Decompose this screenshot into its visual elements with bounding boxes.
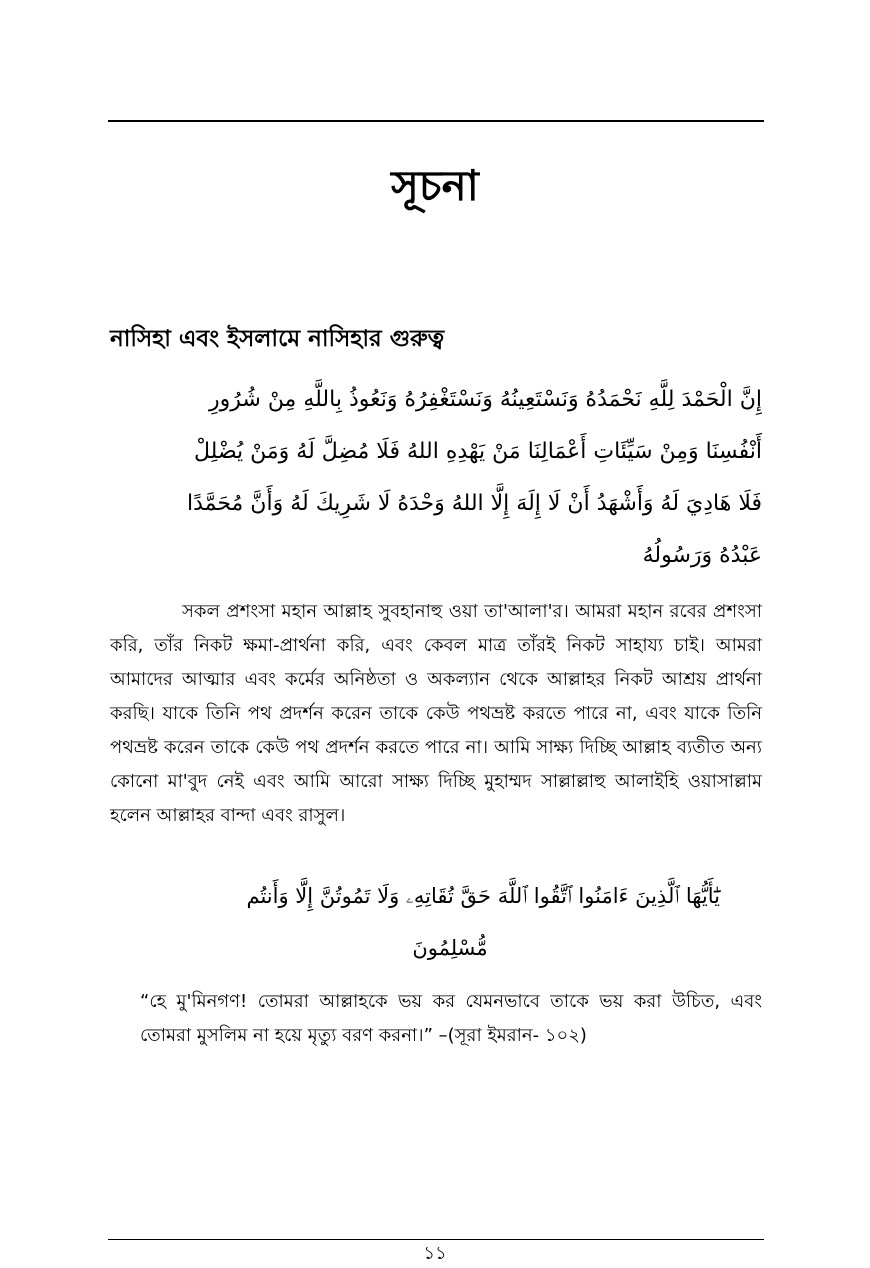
arabic-dua-line: فَلَا هَادِيَ لَهُ وَأَشْهَدُ أَنْ لَا إِلَهَ إِلَّا اللهُ وَحْدَهُ لَا شَرِيكَ لَهُ وَأَنَّ مُحَمَّدًا: [186, 491, 762, 516]
praise-paragraph: সকল প্রশংসা মহান আল্লাহ সুবহানাহু ওয়া তা'আলা'র। আমরা মহান রবের প্রশংসা করি, তাঁর নিকট ক্ষমা-প্রার্থনা করি, এবং কেবল মাত্র তাঁরই নিকট সাহায্য চাই। আমরা আমাদের আত্মার এবং কর্মের অনিষ্ঠতা ও অকল্যান থেকে আল্লাহর নিকট আশ্রয় প্রার্থনা করছি। যাকে তিনি পথ প্রদর্শন করেন তাকে কেউ পথভ্রষ্ট করতে পারে না, এবং যাকে তিনি পথভ্রষ্ট করেন তাকে কেউ পথ প্রদর্শন করতে পারে না। আমি সাক্ষ্য দিচ্ছি আল্লাহ ব্যতীত অন্য কোনো মা'বুদ নেই এবং আমি আরো সাক্ষ্য দিচ্ছি মুহাম্মদ সাল্লাল্লাহু আলাইহি ওয়াসাল্লাম হলেন আল্লাহর বান্দা এবং রাসুল।: [110, 601, 762, 826]
top-rule: [108, 120, 764, 122]
arabic-dua-line: عَبْدُهُ وَرَسُولُهُ: [642, 543, 762, 568]
quran-verse-block: [180, 876, 720, 976]
arabic-dua-line: أَنْفُسِنَا وَمِنْ سَيِّئَاتِ أَعْمَالِنَا مَنْ يَهْدِهِ اللهُ فَلَا مُضِلَّ لَهُ وَمَنْ يُضْلِلْ: [194, 439, 762, 464]
arabic-dua-line: إِنَّ الْحَمْدَ لِلَّهِ نَحْمَدُهُ وَنَسْتَعِينُهُ وَنَسْتَغْفِرُهُ وَنَعُوذُ بِاللَّهِ مِنْ شُرُورِ: [209, 387, 762, 412]
bottom-rule: [108, 1239, 764, 1240]
verse-translation: “হে মু'মিনগণ! তোমরা আল্লাহকে ভয় কর যেমনভাবে তাকে ভয় করা উচিত, এবং তোমরা মুসলিম না হয়ে মৃত্যু বরণ করনা।” –(সূরা ইমরান- ১০২): [140, 991, 762, 1046]
arabic-dua-block: [110, 380, 762, 580]
quran-verse-line: مُّسْلِمُونَ: [412, 936, 488, 960]
section-heading: নাসিহা এবং ইসলামে নাসিহার গুরুত্ব: [110, 326, 445, 352]
page-number: ১১: [423, 1243, 447, 1264]
chapter-title: সূচনা: [391, 161, 479, 210]
quran-verse-line: يَٰٓأَيُّهَا ٱلَّذِينَ ءَامَنُوا ٱتَّقُوا ٱللَّهَ حَقَّ تُقَاتِهِۦ وَلَا تَمُوتُنَّ إِلَّا وَأَنتُم: [246, 884, 720, 908]
